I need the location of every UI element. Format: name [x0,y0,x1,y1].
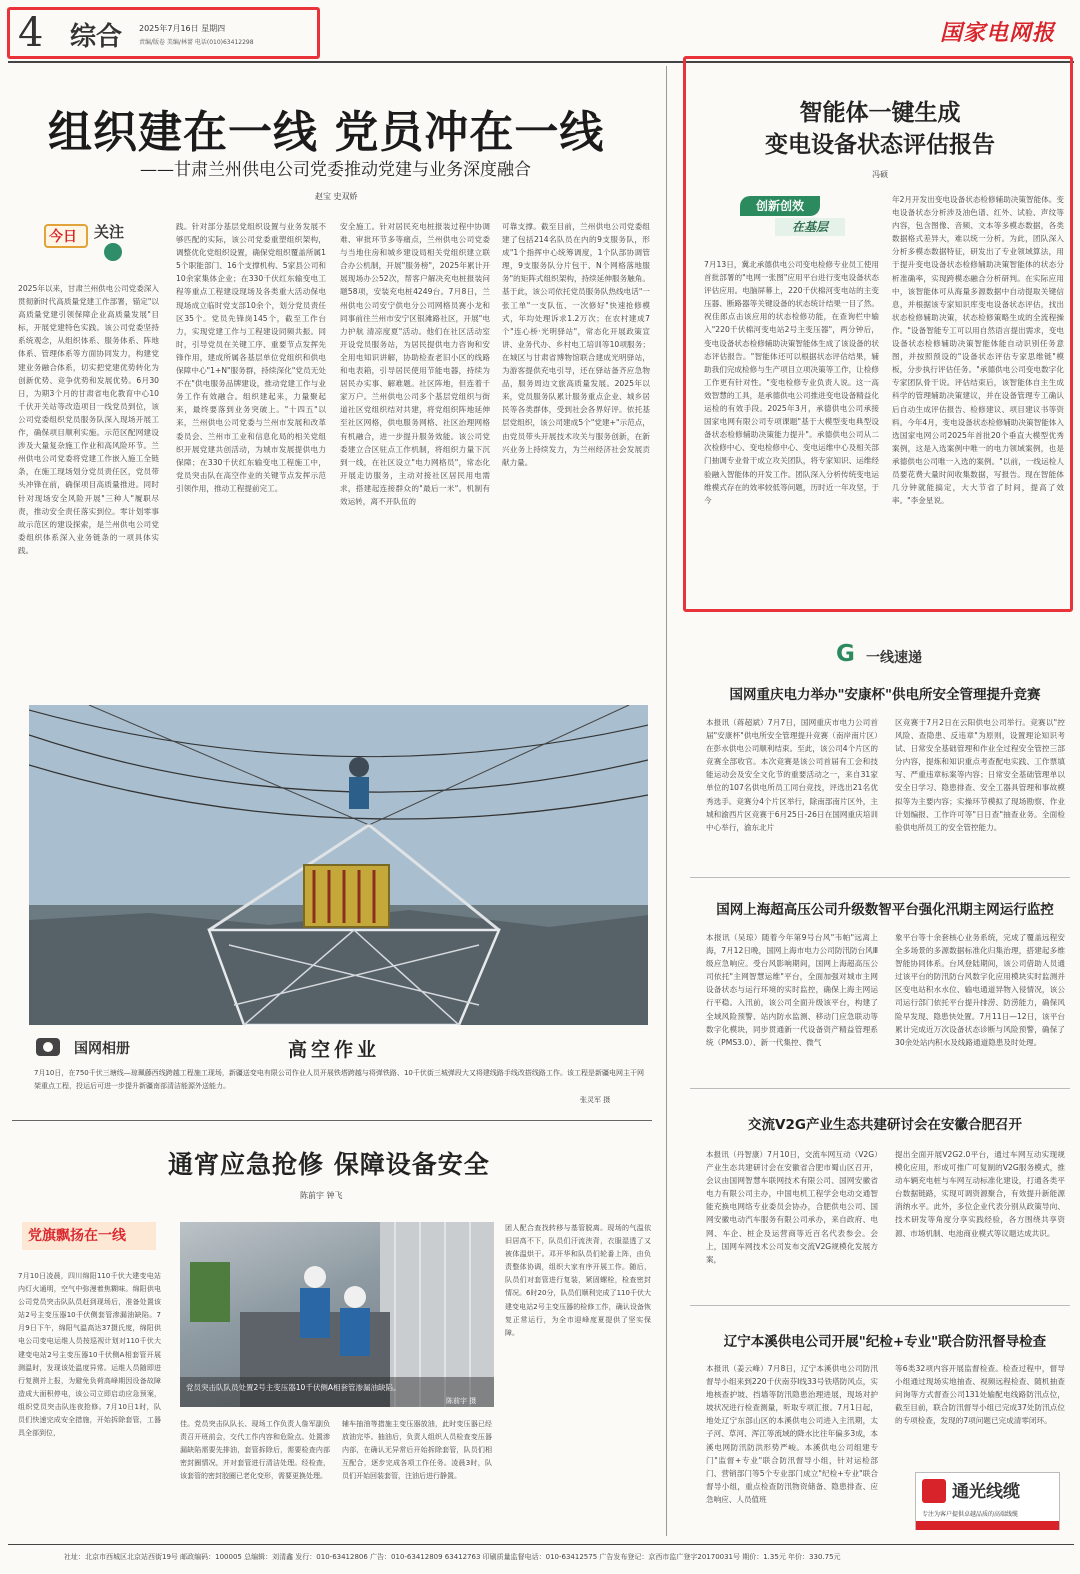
rescue-column-2: 佳。党员突击队队长、现场工作负责人詹军副负责召开班前会，交代工作内容和危险点。处置渗漏缺陷需要先排油，套管拆除后，需要检查内部密封圈情况，并对套管进行清洁处理。经检查，该套管的密封胶圈已老化变形，需要更换处理。 [180,1420,330,1481]
rescue-column-1: 7月10日凌晨，四川绵阳110千伏大建变电站内灯火通明，空气中弥漫着焦糊味。绵阳供电公司党员突击队队员赶到现场后，准备处置该站2号主变压器10千伏侧套管渗漏油缺陷。7月9日下午，绵阳气温高达37摄氏度，绵阳供电公司变电运维人员按巡视计划对110千伏大建变电站2号主变压器10千伏侧A相套管开展测温时，发现该处温度异常。运维人员随即进行复测并上报，为避免负荷高峰期因设备故障造成大面积停电，该公司立即启动应急预案，组织党员突击队连夜抢修。7月10日1时，队员们快速完成安全措施，开始拆除套管，工器具全部到位， [18,1272,161,1438]
news-divider-3 [690,1305,1070,1306]
issue-date: 2025年7月16日 星期四 [139,24,226,33]
news-4-col-1: 本报讯（姜云峰）7月8日，辽宁本溪供电公司防汛督导小组来到220千伏南芬I线33号铁塔防风点，实地核查护坡、挡墙等防汛隐患治理进展，现场对护坡状况进行检查测量，听取专项汇报。7月1日起，地处辽宁东部山区的本溪供电公司进入主汛期，太子河、草河、浑江等流域的降水比往年偏多3成，本溪电网防汛防洪形势严峻。本溪供电公司组建专门"监督+专业"联合防汛督导小组，针对运检部门、营销部门等5个专业部门成立"纪检+专业"联合督导小组，重点检查防汛物资储备、隐患排查、应急响应、人员值班 [706,1364,878,1504]
lead-byline: 赵宝 史双娇 [315,192,358,201]
rescue-column-3: 辅车抽油等措施主变压器放油，此时变压器已经放油完毕。抽油后，负责人组织人员检查变压器内部，在确认无异常后开始拆除套管，队员们相互配合，逐步完成各项工作任务。凌晨3时，队员们开始回装套管，注油后进行静置。 [342,1420,492,1481]
news-2-col-2: 象平台等十余套核心业务系统，完成了覆盖远程安全多场景的多源数据标准化归集治理，搭建起多维智能协同体系。台风登陆期间，该公司借助人员通过该平台的防汛防台风数字化应用模块实时监测并区变电站积水水位、输电通道异物入侵情况，该公司运行部门依托平台提升排涝、防涝能力，确保风险早发现、隐患快处置。7月11日—12日，该平台累计完成近万次设备状态诊断与风险预警，确保了30余处站内积水及线路通道隐患及时处理。 [895,933,1065,1047]
news-4-col-2: 等6类32项内容开展监督检查。检查过程中，督导小组通过现场实地抽查、视频远程检查、随机抽查问询等方式督查公司131处输配电线路防汛点位，截至目前，联合防汛督导小组已完成37处防汛点位的专项检查，发现的7项问题已完成清零闭环。 [895,1364,1065,1426]
today-focus-tag: 今日 关注 [44,218,134,264]
footer-imprint: 社址：北京市西城区北京站西街19号 邮政编码：100005 总编辑：刘清鑫 发行：010-63412806 广告：010-63412809 63412763 印刷质量监督电话：010-63412575 广告发布登记：京西市监广登字20170031号 期价：1.35元 年价：330.75元 [64,1553,841,1561]
feature-byline: 冯硕 [872,170,888,179]
rescue-column-4: 团人配合查找转移与基管脱离。现场的气温依旧居高不下，队员们汗流浃背，衣服湿透了又被体温烘干。邓开华和队员们轮番上阵，由负责整体协调，组织大家有序开展工作。随后，队员们对套管进行复装，紧固螺栓，检查密封情况。6时20分，队员们顺利完成了110千伏大建变电站2号主变压器的检修工作，确认设备恢复正常运行，为全市迎峰度夏提供了坚实保障。 [505,1224,651,1337]
news-3-col-1: 本报讯（丹智康）7月10日，交流车网互动（V2G）产业生态共建研讨会在安徽省合肥市蜀山区召开，会议由国网智慧车联网技术有限公司、国网安徽省电力有限公司主办，中国电机工程学会电动交通智能充换电网络专业委员会协办，合肥供电公司、国网安徽电动汽车服务有限公司承办，来自政府、电网、车企、桩企及运营商等近百名代表参会。会上，国网车网技术公司发布交流V2G规模化发展方案， [706,1150,878,1264]
photo-caption: 7月10日，在750千伏三塘线—琼珮藤西线跨越工程施工现场，新疆送变电有限公司作业人员开展铁塔跨越与将弹铁路、10千伏街三城弹段大又将建线路手线改搭线路工作。该工程是新疆电网主干网架重点工程，投运后可进一步提升新疆南部清洁能源外送能力。 [34,1069,644,1090]
hand-pointer-icon [104,243,122,261]
photo-high-altitude-work [29,705,648,1025]
company-logo-icon [922,1479,946,1503]
photo-repair-crew [180,1222,494,1407]
news-4-title: 辽宁本溪供电公司开展"纪检+专业"联合防汛督导检查 [723,1334,1047,1350]
editor-line: 责编/版卷 美编/林蔷 电话(010)63412298 [139,39,254,46]
masthead-logo: 国家电网报 [940,20,1056,46]
transmission-tower-scene [29,705,648,1025]
advert-box: 通光线缆 专注为客户提供卓越品质的高端线缆 [915,1472,1060,1530]
innovation-badge: 创新创效 在基层 [730,196,880,240]
party-flag-tag: 党旗飘扬在一线 [22,1222,156,1250]
news-3-title: 交流V2G产业生态共建研讨会在安徽合肥召开 [748,1117,1022,1133]
section-name: 综合 [70,22,123,52]
rescue-byline: 陈前宇 钟飞 [300,1191,343,1200]
feature-title-line1: 智能体一键生成 [799,100,961,126]
news-divider-2 [690,1088,1070,1089]
lead-column-2: 践。针对部分基层党组织设置与业务发展不够匹配的实际，该公司党委重塑组织架构，调整优化党组织设置，确保党组织覆盖所属15个职能部门、16个支撑机构、5家县公司和10余家集体企业；在330千伏红东输变电工程等重点工程建设现场及各类重大活动保电现场成立临时党支部10余个，划分党员责任区35个。党员先锋岗145个，截至工作台力，实现党建工作与工程建设同频共振。同时，引导党员在关键工序、重要节点发挥先锋作用，建成所属各基层单位党组织和供电保障中心"1+N"服务群，持续深化"党员无处不在"供电服务品牌建设，推动党建工作与业务工作有效融合。组织建起来，力量聚起来，最终要落到业务突破上。"十四五"以来，兰州供电公司党委与兰州市发展和改革委员会、兰州市工业和信息化局的相关党组织开展党建共创活动，为城市发展提供电力保障；在330千伏红东输变电工程施工中，党员突击队在高空作业的关键节点发挥示范引领作用，推动工程提前完工。 [176,222,326,493]
lead-headline: 组织建在一线 党员冲在一线 [48,107,605,158]
photo-credit: 张灵军 摄 [580,1096,611,1104]
column-divider [666,66,667,1536]
news-1-col-1: 本报讯（蒋超斌）7月7日，国网重庆市电力公司首届"安康杯"供电所安全管理提升竞赛（南岸南片区）在彭水供电公司顺利结束。至此，该公司4个片区的竞赛全部收官。本次竞赛是该公司首届有工会和技能运动会及安全文化节的重要活动之一，来自31家单位的107名供电所员工同台竞技，评选出21名优秀选手。竞赛分4个片区举行，除南部南片区外，主城和渝西片区竞赛于6月25日-26日在国网重庆培训中心举行，渝东北片 [706,718,878,832]
footer-rule [8,1544,1074,1545]
feature-column-1: 7月13日，冀北承德供电公司变电检修专业员工使用首批部署的"电网一张图"应用平台进行变电设备状态评估应用。电脑屏幕上，220千伏棉河变电站的主变压器、断路器等关键设备的状态统计结果一目了然。祝佳郎点击该应用的状态检修功能，在查询栏中输入"220千伏棉河变电站2号主变压器"，两分钟后，变电设备状态检修辅助决策智能体生成了该设备的状态评估报告。"智能体还可以根据状态评估结果，辅助我们完成检修与生产项目立项决策等工作，让检修工作更有针对性。"变电检修专业负责人说。这一高效智慧的工具，是承德供电公司推进变电设备精益化运检的有效手段。2025年3月，承德供电公司承接国家电网有限公司专项课题"基于大模型变电典型设备状态检修辅助决策能力提升"。承德供电公司从二次检修中心、变电检修中心、变电运维中心及相关部门抽调专业骨干成立攻关团队，将专家知识、运维经验融入智能体的开发工作。团队深入分析传统变电运维模式存在的效率较低等问题，历时近一年攻坚，于今 [704,260,879,505]
news-2-col-1: 本报讯（吴琼）随着今年第9号台风"韦帕"远离上海，7月12日晚，国网上海市电力公司防汛防台风Ⅲ级应急响应。受台风影响期间，国网上海超高压公司依托"主网智慧运维"平台，全面加强对城市主网设备状态与运行环境的实时监控，确保上海主网运行平稳。入汛前，该公司全面升级该平台，构建了全域风险预警、站内防水监测、移动门应急联动等数字化模块，同步贯通新一代设备资产精益管理系统（PMS3.0）、新一代集控、微气 [706,933,878,1047]
news-divider-1 [690,877,1070,878]
photo-repair-caption: 党员突击队队员处置2号主变压器10千伏侧A相套管渗漏油缺陷。 [186,1383,401,1392]
lead-subtitle: ——甘肃兰州供电公司党委推动党建与业务深度融合 [140,160,531,180]
substation-scene [180,1222,494,1407]
feature-column-2: 年2月开发出变电设备状态检修辅助决策智能体。变电设备状态分析涉及油色谱、红外、试验、声纹等内容，包含图像、音频、文本等多模态数据，各类数据格式差异大，难以统一分析。为此，团队深入分析多模态数据特征，研发出了专业领域算法，用于提升变电设备状态检修辅助决策智能体的状态分析准确率，实现跨模态融合分析研判。在实际应用中，该智能体可从海量多源数据中自动提取关键信息，并根据该专家知识库变电设备状态评估，找出状态检修辅助决策，状态检修策略生成的全流程操作。"设备智能专工可以用自然语言提出需求，变电设备状态检修辅助决策智能体能自动识别任务意图，并按照预设的"设备状态评估专家思维链"模板，分步执行评估任务。"承德供电公司变电数字化专家团队骨干说。评估结束后，该智能体自主生成科学的管理辅助决策建议，并在设备管理专工确认后自动生成评估报告、检修建议、项目建议书等资料。今年4月，变电设备状态检修辅助决策智能体入选国家电网公司2025年首批20个垂直大模型优秀案例，这是入选案例中唯一的电力领域案例，也是承德供电公司唯一入选的案例。"以前，一线运检人员要花费大量时间收集数据，写报告。现在智能体几分钟就能搞定，大大节省了时间，提高了效率。"李金星说。 [892,195,1064,506]
feature-title-line2: 变电设备状态评估报告 [765,132,995,158]
lead-column-1: 2025年以来，甘肃兰州供电公司党委深入贯彻新时代高质量党建工作部署，锚定"以高质量党建引领保障企业高质量发展"目标，开展党建特色实践。该公司党委坚持系统观念，从组织体系、服务体系、阵地体系、管理体系等方面协同发力，构建党建业务融合体系，切实把党建优势转化为创新优势、竞争优势和发展优势。6月30日，为期3个月的甘肃省电化教育中心10千伏开关站等改造项目一线党员到位，该公司党委组织党员服务队深入现场开展工作，确保项目顺利实施。示范区配网建设涉及大量复杂施工作业和高风险环节。兰州供电公司党委将党建工作嵌入施工全链条，在施工现场划分党员责任区，党员带头冲锋在前，确保项目高质量推进。同时针对现场安全风险开展"三种人"履职尽责，推动安全责任落实到位。零计划零事故示范区的建设探索，是兰州供电公司党委组织体系深入业务链条的一项具体实践。 [18,284,159,555]
lead-column-4: 可靠支撑。截至目前，兰州供电公司党委组建了包括214名队员在内的9支服务队，形成"1个指挥中心统筹调度，1个队部协调管理，9支服务队分片包干、N个网格落地服务"的矩阵式组织架构，持续延伸服务触角。基于此，该公司依托党员服务队热线电话"一张工单"一支队伍、一次修好"快速抢修模式，年均处理诉求1.2万次；在农村建成7个"连心桥·光明驿站"，常态化开展政策宣讲、业务代办、乡村电工培训等10项服务；在城区与甘肃省博物馆联合建成光明驿站，为游客提供充电引导，还在驿站备齐应急物品，服务周边文旅高质量发展。2025年以来，党员服务队累计服务重点企业、城乡居民等各类群体，受到社会各界好评。依托基层党组织，该公司建成5个"党建+"示范点，由党员带头开展技术攻关与服务创新，在新兴业务上持续发力，为兰州经济社会发展贡献力量。 [502,222,650,467]
news-2-title: 国网上海超高压公司升级数智平台强化汛期主网运行监控 [716,902,1054,918]
page-number: 4 [18,10,44,56]
photo-repair-credit: 陈前宇 摄 [446,1397,477,1405]
news-3-col-2: 提出全面开展V2G2.0平台，通过车网互动实现规模化应用，形成可推广可复制的V2G服务模式，推动车辆充电桩与车网互动标准化建设，打通各类平台数据链路，实现可调资源聚合，有效提升新能源消纳水平。此外，多位企业代表分别从政策导向、技术研发等角度分享实践经验，各方围绕共享资源、市场机制、电池商业模式等议题达成共识。 [895,1150,1065,1238]
advert-bar [916,1521,1059,1530]
news-1-col-2: 区竞赛于7月2日在云阳供电公司举行。竞赛以"控风险、查隐患、反违章"为原则，设置理论知识考试、日常安全基础管理和作业全过程安全管控三部分内容，提炼和知识重点考查配电实践、工作票填写、严重违章标案等内容；日常安全基础管理单以安全日学习、隐患排查、安全工器具管理和事故模拟等为主要内容；实操环节模拟了现场勘察、作业计划编报、工作许可等"日日查"抽查业务。全面检验供电所员工的安全管控能力。 [895,718,1065,832]
photo-caption-title: 高空作业 [288,1039,381,1061]
lead-column-3: 安全施工。针对居民充电桩报装过程中协调难、审批环节多等痛点，兰州供电公司党委与当地住房和城乡建设局相关党组织建立联合办公机制，开展"服务榜"，2025年累计开展现场办公52次，帮客户解决充电桩报装问题58项，安装充电桩4249台。7月8日，兰州供电公司安宁供电分公司网格员赛小龙和同事前往兰州市安宁区银滩路社区，开展"电力护航 清凉度夏"活动。他们在社区活动室开设党员服务站，为居民提供电力咨询和安全用电知识讲解，协助检查老旧小区的线路和电表箱，引导居民使用节能电器，持续为居民办实事、解难题。社区阵地，但连着千家万户。兰州供电公司多个基层党组织与街道社区党组织结对共建，将党组织阵地延伸至社区网格，供电服务网格、社区治理网格有机融合，进一步提升服务效能。该公司党委建立合区驻点工作机制，将组织力量下沉到一线，在社区设立"电力网格员"，常态化开展走访服务，主动对接社区居民用电需求，搭建起连接群众的"最后一米"。机制有效运转，离不开队伍的 [340,222,490,506]
rescue-headline: 通宵应急抢修 保障设备安全 [168,1150,490,1179]
news-1-title: 国网重庆电力举办"安康杯"供电所安全管理提升竞赛 [729,687,1041,703]
photo-bottom-rule [12,1120,652,1121]
